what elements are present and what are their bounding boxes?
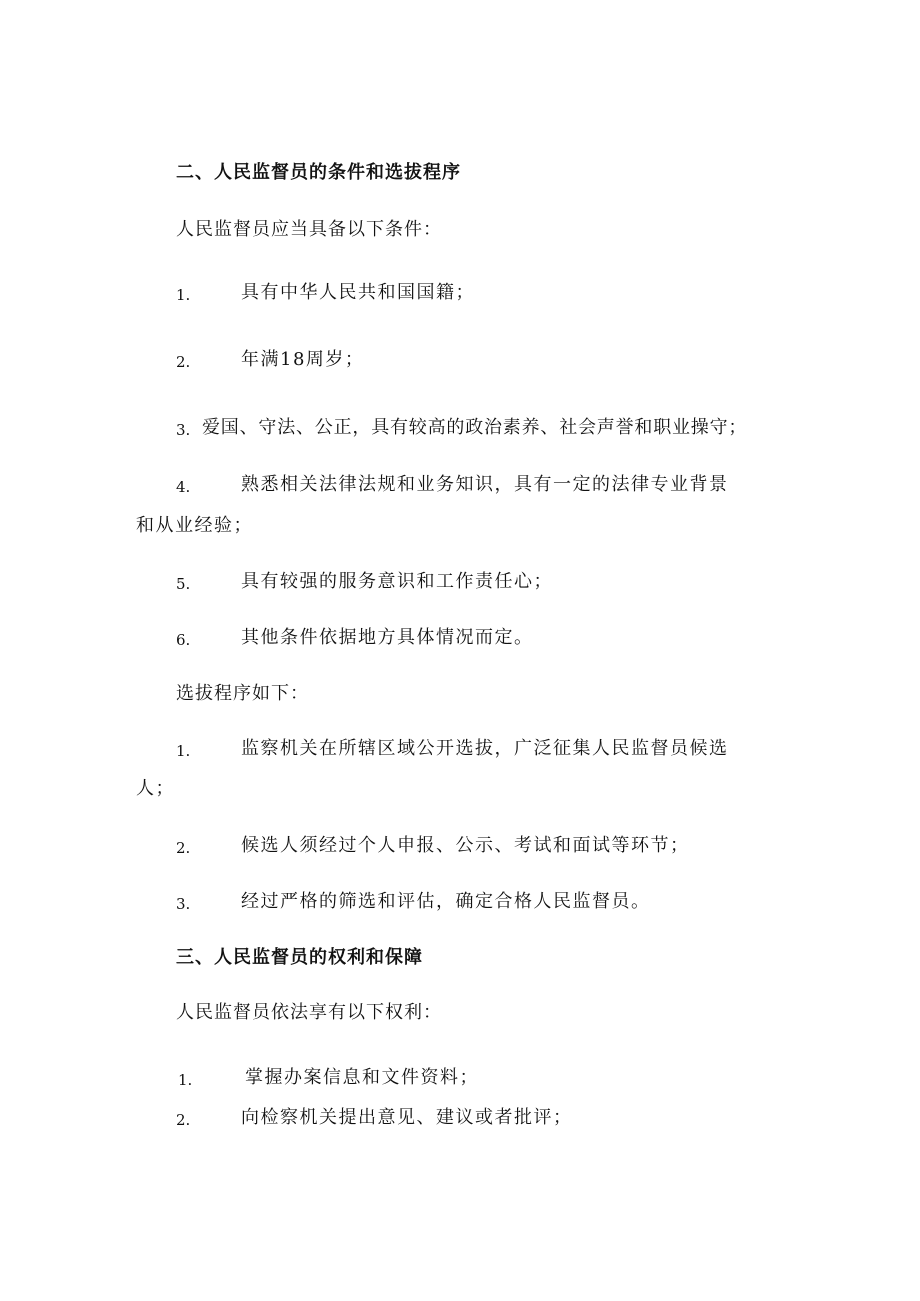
list-number: 2. xyxy=(176,839,191,857)
list-text: 具有较强的服务意识和工作责任心； xyxy=(241,571,553,592)
list-text: 具有中华人民共和国国籍； xyxy=(241,282,475,303)
section-3-heading: 三、人民监督员的权利和保障 xyxy=(176,947,423,968)
list-number: 1. xyxy=(176,742,191,760)
list-text: 监察机关在所辖区域公开选拔，广泛征集人民监督员候选 xyxy=(241,738,729,759)
conditions-intro: 人民监督员应当具备以下条件： xyxy=(176,219,442,240)
list-number: 2. xyxy=(176,353,191,371)
list-text: 年满18周岁； xyxy=(241,349,365,370)
section-2-heading: 二、人民监督员的条件和选拔程序 xyxy=(176,162,461,183)
list-text: 熟悉相关法律法规和业务知识，具有一定的法律专业背景 xyxy=(241,474,729,495)
list-number: 6. xyxy=(176,631,191,649)
list-text: 向检察机关提出意见、建议或者批评； xyxy=(241,1107,573,1128)
list-number: 3. xyxy=(176,895,191,913)
list-number: 2. xyxy=(176,1111,191,1129)
list-text: 爱国、守法、公正，具有较高的政治素养、社会声誉和职业操守； xyxy=(202,417,748,438)
list-number: 4. xyxy=(176,478,191,496)
list-text: 掌握办案信息和文件资料； xyxy=(245,1067,479,1088)
list-text: 其他条件依据地方具体情况而定。 xyxy=(241,627,534,648)
list-text: 候选人须经过个人申报、公示、考试和面试等环节； xyxy=(241,835,690,856)
list-text-continuation: 和从业经验； xyxy=(136,515,253,536)
list-number: 3. xyxy=(176,421,191,439)
list-number: 1. xyxy=(178,1071,193,1089)
procedure-intro: 选拔程序如下： xyxy=(176,683,309,704)
list-number: 5. xyxy=(176,575,191,593)
list-number: 1. xyxy=(176,286,191,304)
list-text: 经过严格的筛选和评估，确定合格人民监督员。 xyxy=(241,891,651,912)
list-text-continuation: 人； xyxy=(136,778,175,799)
rights-intro: 人民监督员依法享有以下权利： xyxy=(176,1002,442,1023)
